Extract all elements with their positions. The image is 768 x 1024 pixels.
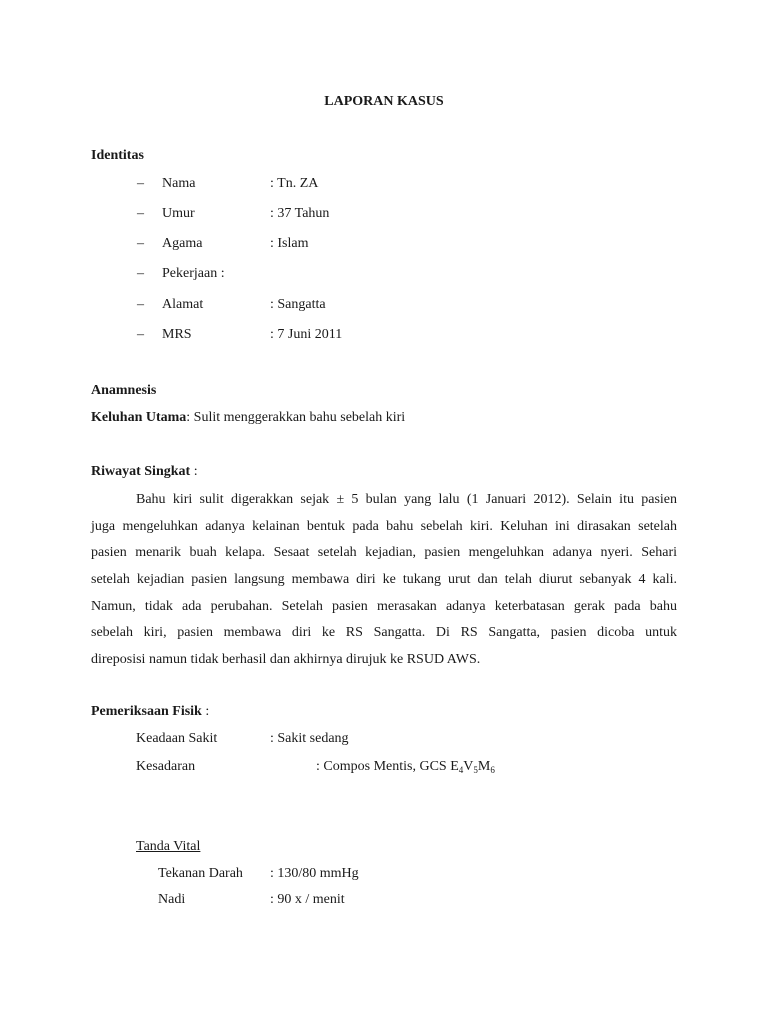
keadaan-sakit-value: : Sakit sedang <box>270 731 349 746</box>
anamnesis-heading: Anamnesis <box>91 383 157 398</box>
kesadaran-text: : Compos Mentis, GCS E <box>316 759 459 774</box>
paragraph-line: setelah kejadian pasien langsung membawa diri ke tukang urut dan telah diurut sebanyak 4 kali. <box>91 572 677 588</box>
field-value: : Tn. ZA <box>270 176 319 191</box>
list-dash: – <box>137 236 144 251</box>
pemeriksaan-heading: Pemeriksaan Fisik <box>91 704 202 719</box>
tekanan-darah-label: Tekanan Darah <box>158 866 243 881</box>
paragraph-line: Namun, tidak ada perubahan. Setelah pasien merasakan adanya keterbatasan gerak pada bahu <box>91 598 677 614</box>
paragraph-line: direposisi namun tidak berhasil dan akhirnya dirujuk ke RSUD AWS. <box>91 652 481 668</box>
keadaan-sakit-label: Keadaan Sakit <box>136 731 218 746</box>
keluhan-utama-value: : Sulit menggerakkan bahu sebelah kiri <box>186 410 406 425</box>
riwayat-heading: Riwayat Singkat <box>91 464 191 479</box>
identitas-row-umur <box>0 206 768 222</box>
paragraph-line: pasien menarik buah kelapa. Sesaat setelah kejadian, pasien mengeluhkan adanya nyeri. Sehari <box>91 545 677 561</box>
kesadaran-label: Kesadaran <box>136 759 196 774</box>
gcs-e-score: 4 <box>458 765 464 775</box>
list-dash: – <box>137 176 144 191</box>
field-label: Alamat <box>162 297 204 312</box>
riwayat-paragraph <box>91 487 677 674</box>
paragraph-line: Bahu kiri sulit digerakkan sejak ± 5 bulan yang lalu (1 Januari 2012). Selain itu pasien <box>136 492 677 507</box>
paragraph-line: sebelah kiri, pasien membawa diri ke RS Sangatta. Di RS Sangatta, pasien dicoba untuk <box>91 625 677 641</box>
riwayat-heading-line <box>91 465 198 479</box>
identitas-row-agama <box>0 236 768 252</box>
gcs-m-score: 6 <box>490 765 495 775</box>
tekanan-darah-value: : 130/80 mmHg <box>270 866 359 881</box>
paragraph-line: juga mengeluhkan adanya kelainan bentuk pada bahu sebelah kiri. Keluhan ini dirasakan setelah <box>91 518 677 534</box>
document-title: LAPORAN KASUS <box>324 94 444 109</box>
pemeriksaan-heading-suffix: : <box>201 704 210 719</box>
field-label: Nama <box>162 176 196 191</box>
riwayat-heading-suffix: : <box>190 464 198 479</box>
tanda-vital-heading: Tanda Vital <box>136 839 201 854</box>
list-dash: – <box>137 206 144 221</box>
field-label: Pekerjaan : <box>162 266 225 281</box>
field-label: Umur <box>162 206 195 221</box>
keluhan-utama-label: Keluhan Utama <box>91 410 187 425</box>
field-value: : Islam <box>270 236 309 251</box>
identitas-row-mrs <box>0 327 768 343</box>
keluhan-utama-line <box>91 411 405 425</box>
field-value: : 7 Juni 2011 <box>270 327 343 342</box>
pemeriksaan-heading-line <box>91 705 209 719</box>
nadi-value: : 90 x / menit <box>270 892 345 907</box>
gcs-m-letter: M <box>477 759 491 774</box>
gcs-v-letter: V <box>463 759 474 774</box>
identitas-heading: Identitas <box>91 148 144 163</box>
kesadaran-value <box>316 760 495 774</box>
field-label: MRS <box>162 327 192 342</box>
identitas-row-alamat <box>0 297 768 313</box>
identitas-row-nama <box>0 176 768 192</box>
list-dash: – <box>137 327 144 342</box>
field-value: : Sangatta <box>270 297 326 312</box>
field-value: : 37 Tahun <box>270 206 330 221</box>
identitas-row-pekerjaan <box>0 266 768 282</box>
list-dash: – <box>137 297 144 312</box>
nadi-label: Nadi <box>158 892 186 907</box>
field-label: Agama <box>162 236 203 251</box>
list-dash: – <box>137 266 144 281</box>
gcs-v-score: 5 <box>473 765 478 775</box>
